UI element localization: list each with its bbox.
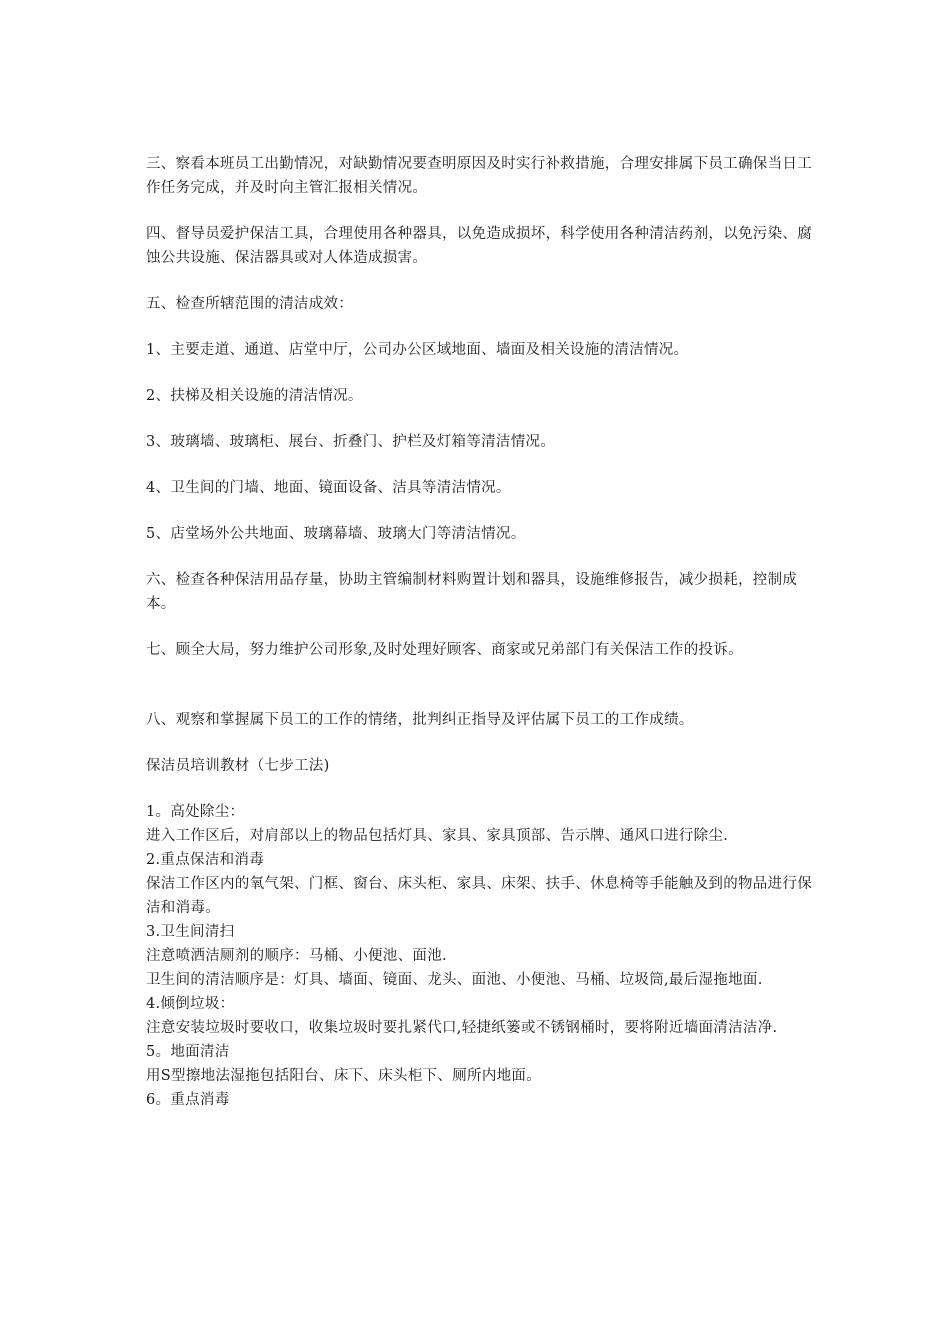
paragraph-staff-evaluation: 八、观察和掌握属下员工的工作的情绪，批判纠正指导及评估属下员工的工作成绩。 (146, 712, 694, 728)
paragraph-inspection-item-4: 4、卫生间的门墙、地面、镜面设备、洁具等清洁情况。 (146, 480, 511, 496)
step-4-title: 4.倾倒垃圾： (146, 996, 235, 1012)
step-3-detail-order: 注意喷洒洁厕剂的顺序：马桶、小便池、面池. (146, 948, 447, 964)
step-1-detail: 进入工作区后，对肩部以上的物品包括灯具、家具、家具顶部、告示牌、通风口进行除尘. (146, 828, 729, 844)
paragraph-tools-care: 四、督导员爱护保洁工具，合理使用各种器具，以免造成损坏，科学使用各种清洁药剂，以免污染、腐蚀公共设施、保洁器具或对人体造成损害。 (146, 226, 812, 266)
step-1-title: 1。高处除尘： (146, 804, 245, 820)
seven-steps-block (146, 800, 826, 1112)
paragraph-inspection-item-5: 5、店堂场外公共地面、玻璃幕墙、玻璃大门等清洁情况。 (146, 526, 526, 542)
paragraph-inspection-item-3: 3、玻璃墙、玻璃柜、展台、折叠门、护栏及灯箱等清洁情况。 (146, 434, 556, 450)
paragraph-inspection-item-1: 1、主要走道、通道、店堂中厅，公司办公区域地面、墙面及相关设施的清洁情况。 (146, 342, 689, 358)
paragraph-supplies: 六、检查各种保洁用品存量，协助主管编制材料购置计划和器具，设施维修报告，减少损耗，控制成本。 (146, 572, 798, 612)
paragraph-attendance: 三、察看本班员工出勤情况，对缺勤情况要查明原因及时实行补救措施，合理安排属下员工确保当日工作任务完成，并及时向主管汇报相关情况。 (146, 156, 812, 196)
paragraph-inspection-item-2: 2、扶梯及相关设施的清洁情况。 (146, 388, 363, 404)
step-3-detail-sequence: 卫生间的清洁顺序是：灯具、墙面、镜面、龙头、面池、小便池、马桶、垃圾筒,最后湿拖地面. (146, 972, 763, 988)
training-title: 保洁员培训教材（七步工法) (146, 758, 330, 774)
step-5-detail: 用S型擦地法湿拖包括阳台、床下、床头柜下、厕所内地面。 (146, 1068, 542, 1084)
paragraph-inspection-heading: 五、检查所辖范围的清洁成效： (146, 296, 354, 312)
step-2-detail: 保洁工作区内的氧气架、门框、窗台、床头柜、家具、床架、扶手、休息椅等手能触及到的物品进行保洁和消毒。 (146, 876, 812, 916)
step-3-title: 3.卫生间清扫 (146, 924, 235, 940)
paragraph-complaints: 七、顾全大局，努力维护公司形象,及时处理好顾客、商家或兄弟部门有关保洁工作的投诉。 (146, 642, 743, 658)
document-body (146, 152, 826, 1112)
step-4-detail: 注意安装垃圾时要收口，收集垃圾时要扎紧代口,轻捷纸篓或不锈钢桶时，要将附近墙面清洁洁净. (146, 1020, 778, 1036)
step-2-title: 2.重点保洁和消毒 (146, 852, 265, 868)
step-6-title: 6。重点消毒 (146, 1092, 230, 1108)
step-5-title: 5。地面清洁 (146, 1044, 230, 1060)
